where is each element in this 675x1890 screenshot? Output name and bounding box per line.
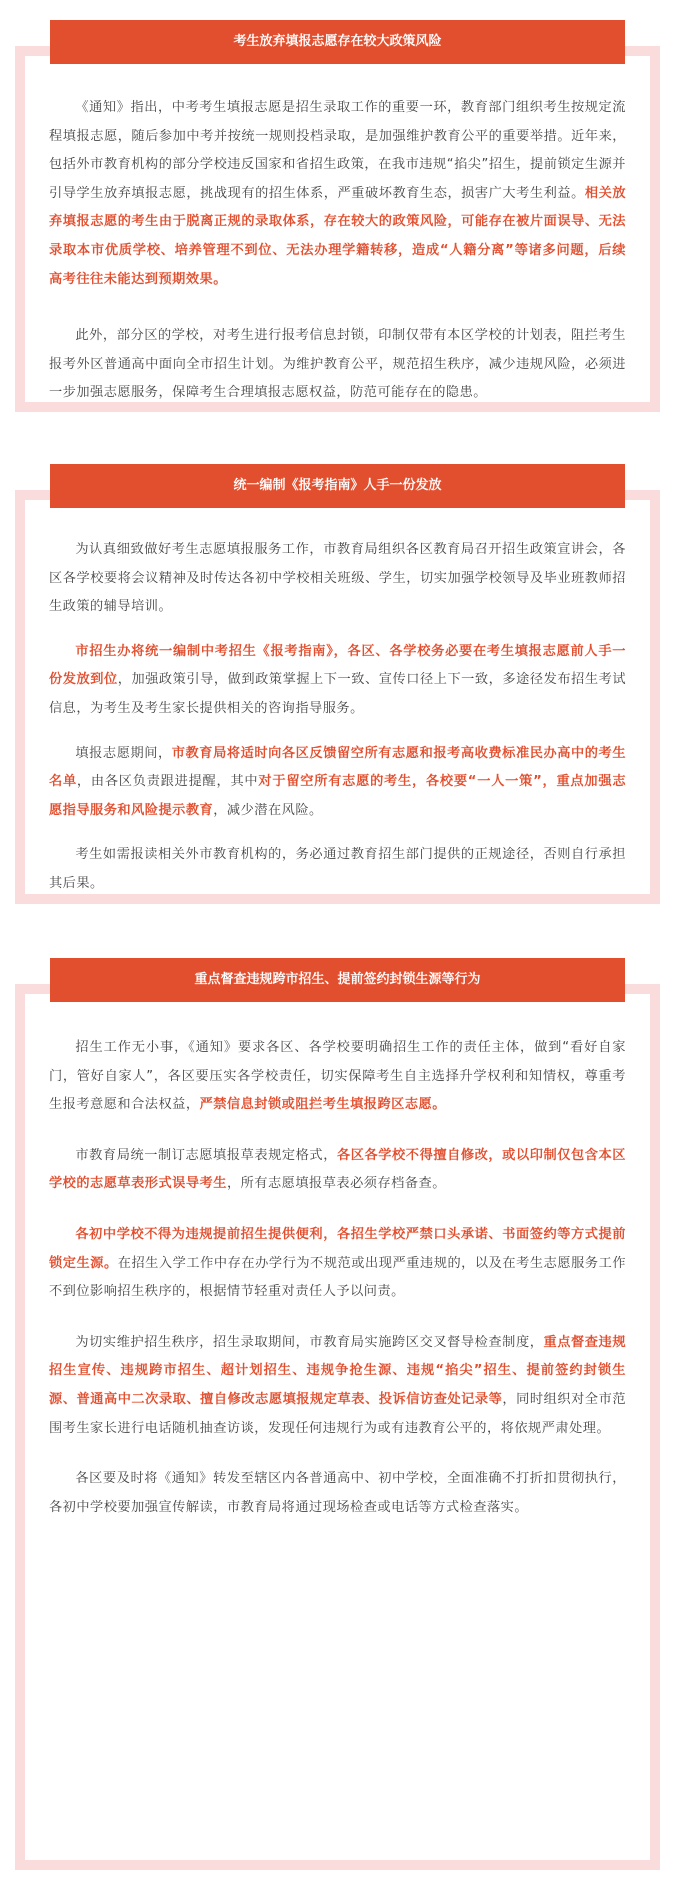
highlight-text: 对于留空所有志愿的考生，各校要“一人一策”，重点加强志愿指导服务和风险提示教育 <box>49 774 627 818</box>
section-panel <box>15 490 660 904</box>
highlight-text: 市招生办将统一编制中考招生《报考指南》，各区、各学校务必要在考生填报志愿前人手一份发放到位 <box>49 643 626 688</box>
highlight-text: 严禁信息封锁或阻拦考生填报跨区志愿。 <box>199 1097 446 1113</box>
paragraph <box>49 1142 626 1199</box>
paragraph-text: 为切实维护招生秩序，招生录取期间，市教育局实施跨区交叉督导检查制度， <box>75 1334 544 1350</box>
paragraph <box>49 1329 626 1443</box>
highlight-text: 市教育局将适时向各区反馈留空所有志愿和报考高收费标准民办高中的考生名单 <box>49 745 627 790</box>
section-heading: 考生放弃填报志愿存在较大政策风险 <box>50 20 625 64</box>
section-policy-risk <box>15 20 660 412</box>
paragraph <box>49 1034 626 1120</box>
highlight-text: 重点督查违规招生宣传、违规跨市招生、超计划招生、违规争抢生源、违规“掐尖”招生、提前签约封锁生源、普通高中二次录取、擅自修改志愿填报规定草表、投诉信访查处记录等 <box>49 1334 627 1407</box>
paragraph <box>49 1221 626 1307</box>
paragraph-text: ，所有志愿填报草表必须存档备查。 <box>226 1176 446 1192</box>
paragraph <box>49 841 626 898</box>
paragraph <box>49 740 626 826</box>
highlight-text: 相关放弃填报志愿的考生由于脱离正规的录取体系，存在较大的政策风险，可能存在被片面误导、无法录取本市优质学校、培养管理不到位、无法办理学籍转移，造成“人籍分离”等诸多问题，后续高考往往未能达到预期效果。 <box>49 185 627 287</box>
paragraph-text: 为认真细致做好考生志愿填报服务工作，市教育局组织各区教育局召开招生政策宣讲会，各区各学校要将会议精神及时传达各初中学校相关班级、学生，切实加强学校领导及毕业班教师招生政策的辅导培训。 <box>49 542 626 615</box>
paragraph-text: 招生工作无小事，《通知》要求各区、各学校要明确招生工作的责任主体，做到“看好自家门，管好自家人”，各区要压实各学校责任，切实保障考生自主选择升学权利和知情权，尊重考生报考意愿和合法权益， <box>49 1040 626 1113</box>
section-heading: 统一编制《报考指南》人手一份发放 <box>50 464 625 508</box>
paragraph-text: ，减少潜在风险。 <box>213 802 323 818</box>
paragraph-text: 在招生入学工作中存在办学行为不规范或出现严重违规的，以及在考生志愿服务工作不到位影响招生秩序的，根据情节轻重对责任人予以问责。 <box>49 1255 627 1300</box>
highlight-text: 各初中学校不得为违规提前招生提供便利，各招生学校严禁口头承诺、书面签约等方式提前锁定生源。 <box>49 1226 626 1271</box>
section-heading: 重点督查违规跨市招生、提前签约封锁生源等行为 <box>50 958 625 1002</box>
paragraph <box>49 1465 626 1522</box>
section-panel <box>15 984 660 1870</box>
paragraph-text: 考生如需报读相关外市教育机构的，务必通过教育招生部门提供的正规途径，否则自行承担其后果。 <box>49 847 626 891</box>
paragraph-text: 《通知》指出，中考考生填报志愿是招生录取工作的重要一环，教育部门组织考生按规定流程填报志愿，随后参加中考并按统一规则投档录取，是加强维护教育公平的重要举措。近年来，包括外市教育机构的部分学校违反国家和省招生政策，在我市违规“掐尖”招生，提前锁定生源并引导学生放弃填报志愿，挑战现有的招生体系，严重破坏教育生态，损害广大考生利益。 <box>49 100 626 201</box>
paragraph-text: ，同时组织对全市范围考生家长进行电话随机抽查访谈，发现任何违规行为或有违教育公平的，将依规严肃处理。 <box>49 1391 627 1436</box>
highlight-text: 各区各学校不得擅自修改，或以印制仅包含本区学校的志愿草表形式误导考生 <box>49 1147 626 1192</box>
paragraph-text: 此外，部分区的学校，对考生进行报考信息封锁，印制仅带有本区学校的计划表，阻拦考生报考外区普通高中面向全市招生计划。为维护教育公平，规范招生秩序，减少违规风险，必须进一步加强志愿服务，保障考生合理填报志愿权益，防范可能存在的隐患。 <box>49 328 626 401</box>
paragraph-text: 各区要及时将《通知》转发至辖区内各普通高中、初中学校，全面准确不打折扣贯彻执行，各初中学校要加强宣传解读，市教育局将通过现场检查或电话等方式检查落实。 <box>49 1471 626 1515</box>
paragraph <box>49 94 626 294</box>
section-panel <box>15 46 660 412</box>
paragraph <box>49 322 626 408</box>
section-exam-guide <box>15 464 660 904</box>
paragraph-text: 市教育局统一制订志愿填报草表规定格式， <box>75 1147 337 1163</box>
paragraph-text: ，由各区负责跟进提醒，其中 <box>76 774 259 790</box>
paragraph-text: ，加强政策引导，做到政策掌握上下一致、宣传口径上下一致，多途径发布招生考试信息，为考生及考生家长提供相关的咨询指导服务。 <box>49 672 627 716</box>
paragraph <box>49 638 626 724</box>
paragraph <box>49 536 626 622</box>
section-enforcement <box>15 958 660 1870</box>
paragraph-text: 填报志愿期间， <box>75 745 172 761</box>
